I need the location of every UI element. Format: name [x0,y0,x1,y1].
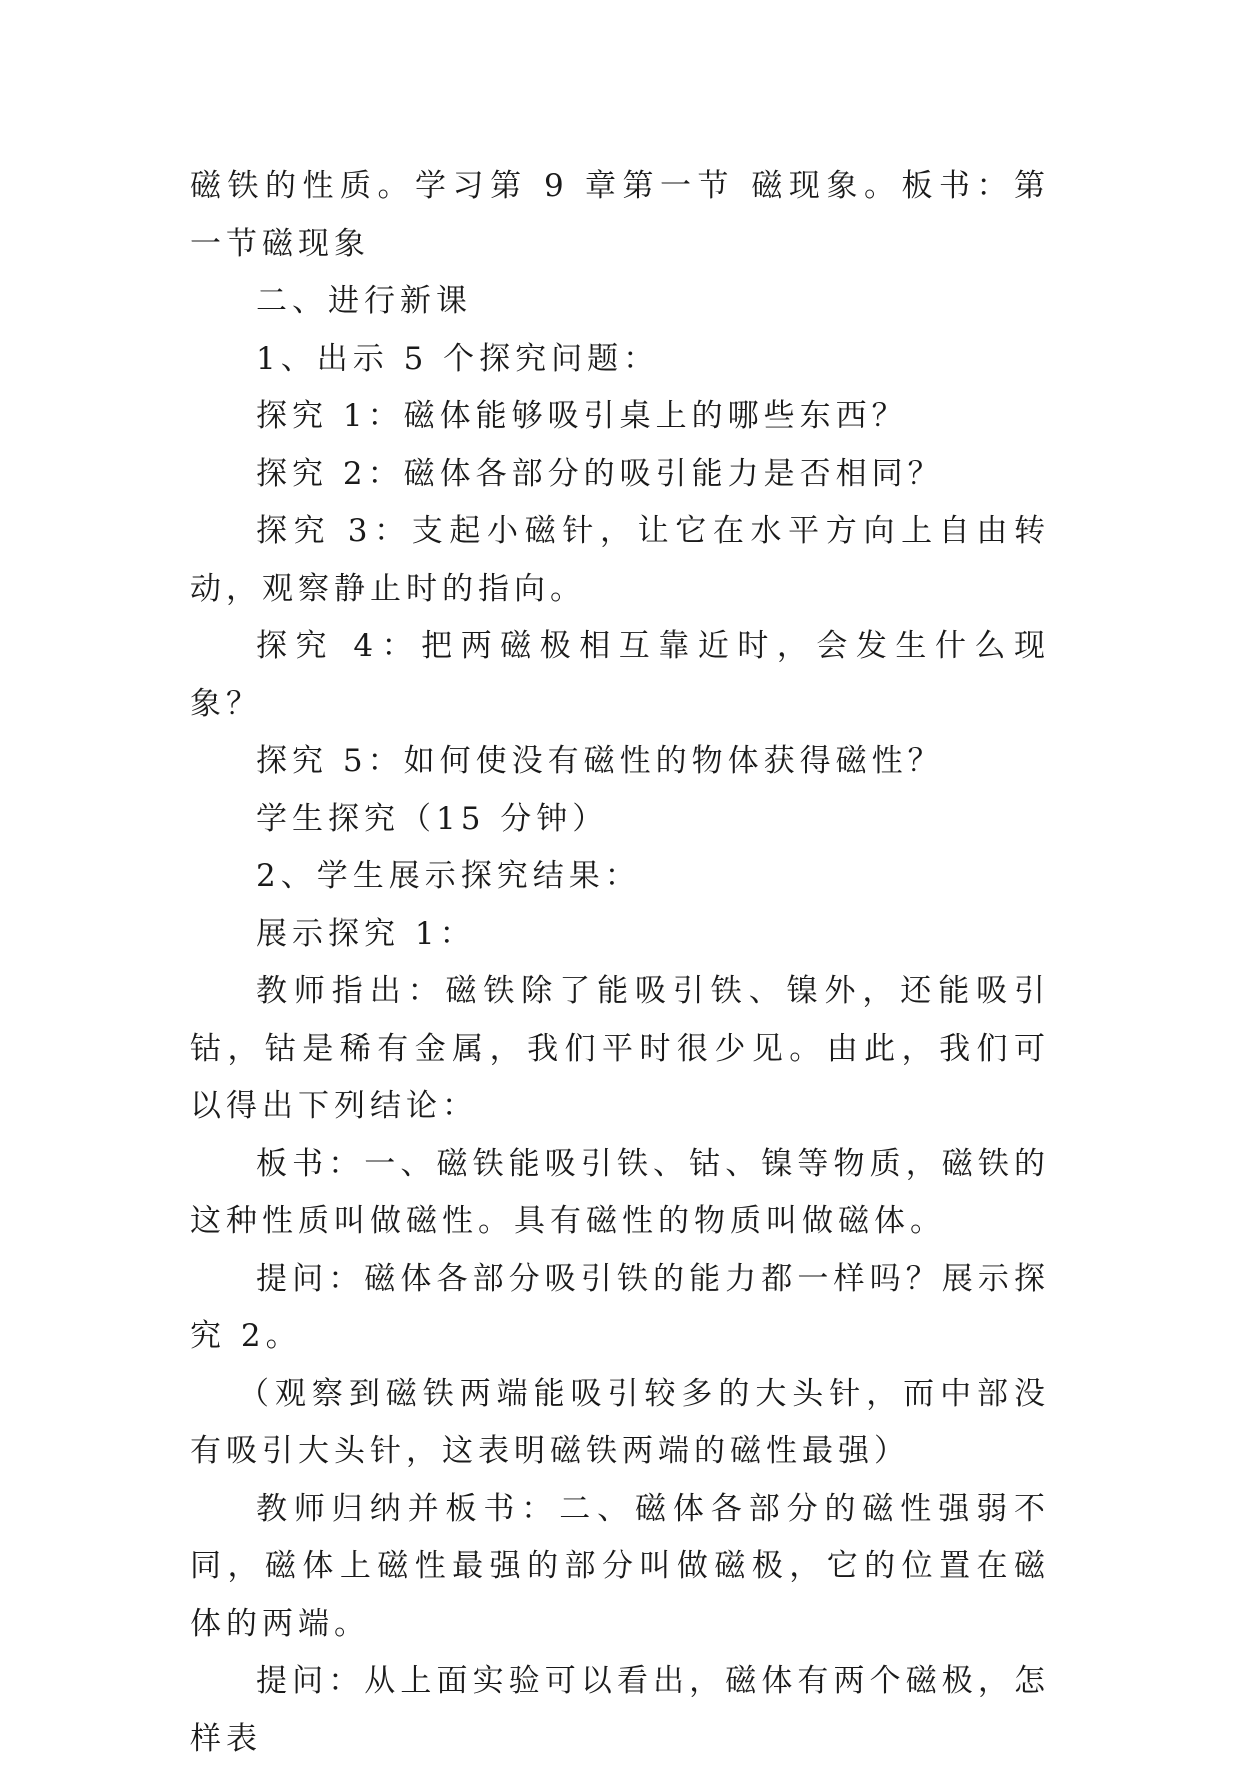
paragraph-show-results: 2、学生展示探究结果： [256,858,641,894]
paragraph-inquiry-4: 探究 4：把两磁极相互靠近时，会发生什么现象？ [190,628,1050,722]
paragraph-intro: 磁铁的性质。学习第 9 章第一节 磁现象。板书：第一节磁现象 [190,168,1050,262]
paragraph-inquiry-2: 探究 2：磁体各部分的吸引能力是否相同？ [256,455,944,492]
paragraph-question-2: 提问：从上面实验可以看出，磁体有两个磁极，怎样表 [190,1663,1050,1757]
paragraph-questions-intro: 1、出示 5 个探究问题： [256,340,660,377]
paragraph-inquiry-1: 探究 1：磁体能够吸引桌上的哪些东西？ [256,398,908,434]
paragraph-observation: （观察到磁铁两端能吸引较多的大头针，而中部没有吸引大头针，这表明磁铁两端的磁性最强） [190,1375,1050,1469]
document-body [190,158,1050,1768]
paragraph-question-1: 提问：磁体各部分吸引铁的能力都一样吗？展示探究 2。 [190,1260,1050,1354]
paragraph-teacher-points: 教师指出：磁铁除了能吸引铁、镍外，还能吸引钴，钴是稀有金属，我们平时很少见。由此，我们可以得出下列结论： [190,973,1050,1124]
paragraph-board-1: 板书：一、磁铁能吸引铁、钴、镍等物质，磁铁的这种性质叫做磁性。具有磁性的物质叫做磁体。 [190,1145,1050,1239]
paragraph-student-inquiry: 学生探究（15 分钟） [256,800,609,837]
paragraph-show-inquiry-1: 展示探究 1： [256,915,476,952]
paragraph-board-2: 教师归纳并板书：二、磁体各部分的磁性强弱不同，磁体上磁性最强的部分叫做磁极，它的位置在磁体的两端。 [190,1490,1050,1642]
paragraph-inquiry-5: 探究 5：如何使没有磁性的物体获得磁性？ [256,743,944,779]
section-heading-new-lesson: 二、进行新课 [256,283,472,319]
paragraph-inquiry-3: 探究 3：支起小磁针，让它在水平方向上自由转动，观察静止时的指向。 [190,513,1050,607]
